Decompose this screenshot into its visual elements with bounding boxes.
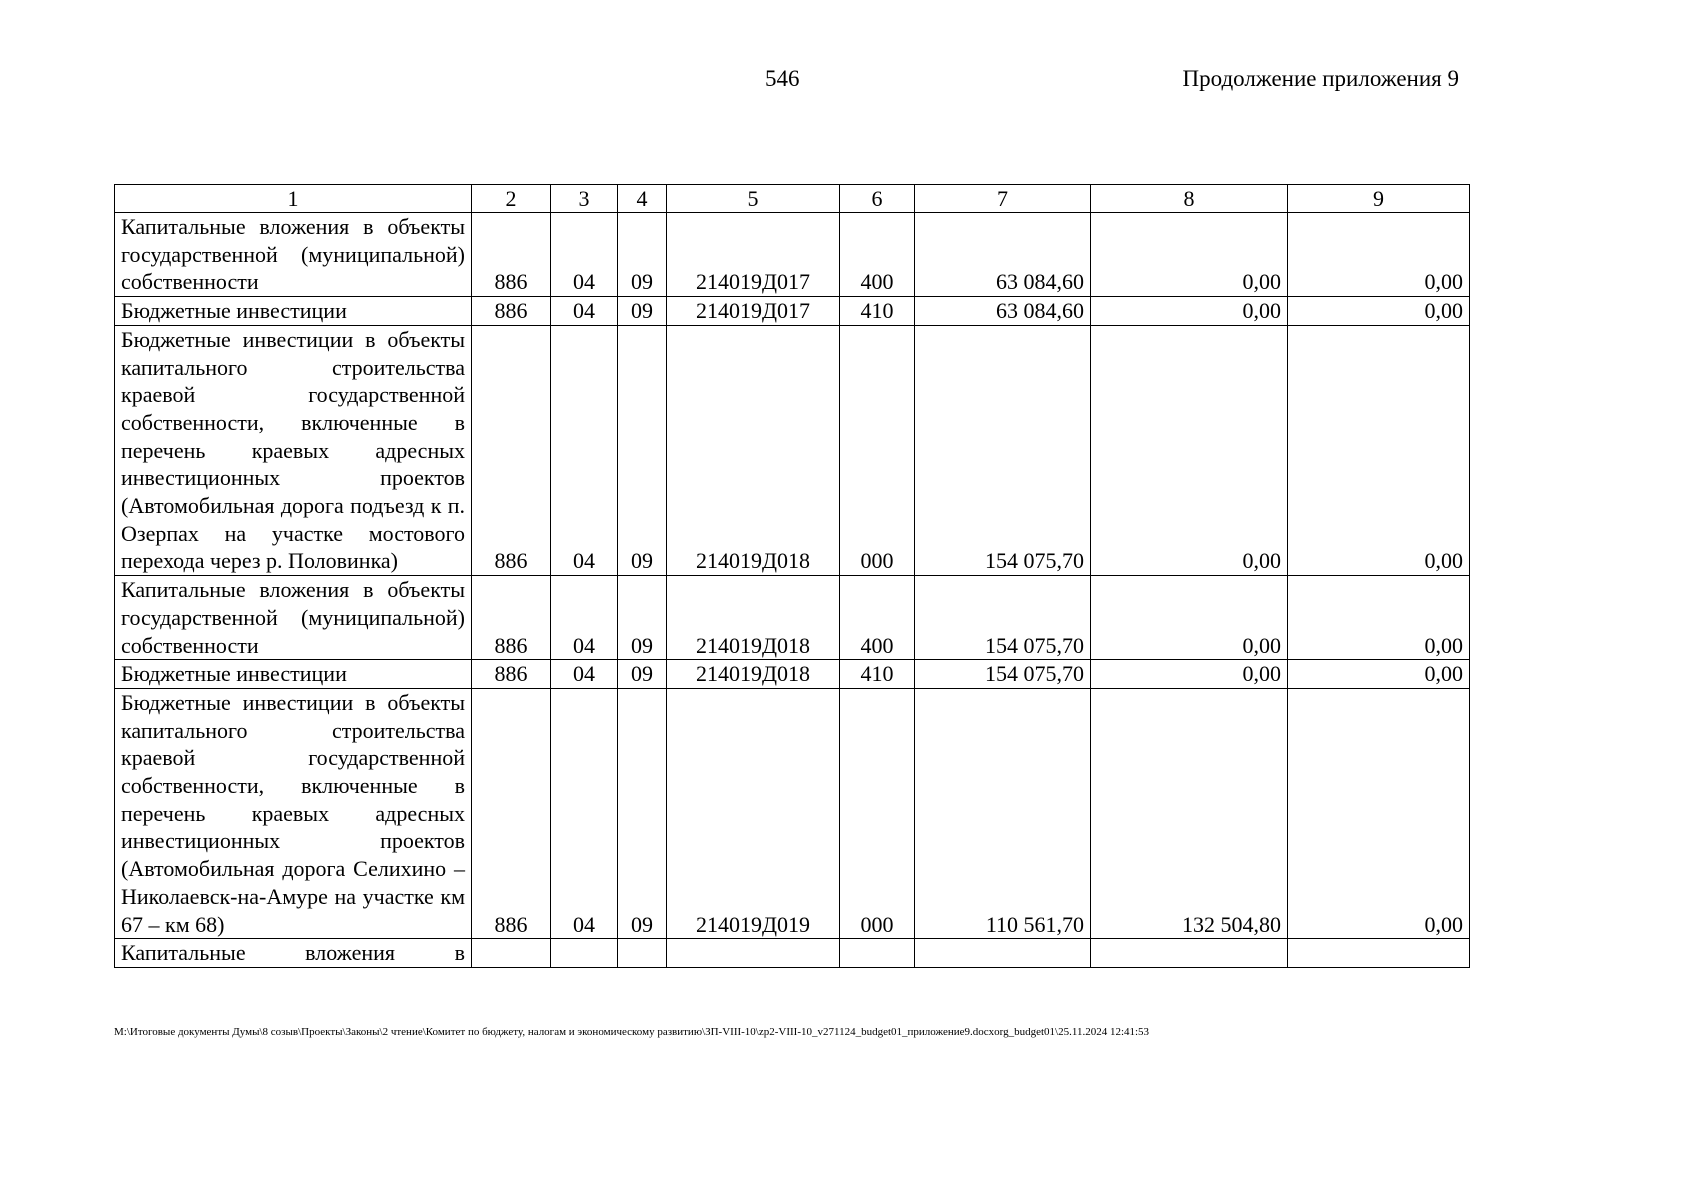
column-header: 3 (551, 185, 618, 213)
amount-cell: 0,00 (1091, 297, 1288, 326)
ministry-code-cell (472, 939, 551, 968)
table-row (115, 325, 1470, 575)
amount-cell: 0,00 (1288, 213, 1470, 297)
row-name-cell: Бюджетные инвестиции в объекты капитального строительства краевой государственной собственности, включенные в перечень краевых адресных инвестиционных проектов (Автомобильная дорога Селихино – Николаевск-на-Амуре на участке км 67 – км 68) (115, 688, 472, 938)
document-file-path: M:\Итоговые документы Думы\8 созыв\Проекты\Законы\2 чтение\Комитет по бюджету, налогам и экономическому развитию\ЗП-VIII-10\zp2-VIII-10_v271124_budget01_приложение9.docxorg_budget01\25.11.2024 12:41:53 (114, 1026, 1150, 1038)
table-header (115, 185, 1470, 213)
subsection-code-cell: 09 (618, 213, 667, 297)
amount-cell: 0,00 (1091, 576, 1288, 660)
header-row (115, 185, 1470, 213)
target-article-cell: 214019Д018 (667, 576, 840, 660)
row-name-cell: Бюджетные инвестиции (115, 660, 472, 689)
row-name-cell: Капитальные вложения в (115, 939, 472, 968)
amount-cell: 0,00 (1288, 297, 1470, 326)
subsection-code-cell: 09 (618, 576, 667, 660)
column-header: 4 (618, 185, 667, 213)
amount-cell: 0,00 (1091, 660, 1288, 689)
row-name-cell: Капитальные вложения в объекты государственной (муниципальной) собственности (115, 213, 472, 297)
table-body (115, 213, 1470, 968)
amount-cell: 0,00 (1288, 576, 1470, 660)
expense-type-cell (840, 939, 915, 968)
ministry-code-cell: 886 (472, 576, 551, 660)
ministry-code-cell: 886 (472, 660, 551, 689)
amount-cell: 154 075,70 (915, 660, 1091, 689)
table-row (115, 576, 1470, 660)
appendix-continuation-title: Продолжение приложения 9 (1182, 66, 1459, 91)
column-header: 7 (915, 185, 1091, 213)
subsection-code-cell: 09 (618, 660, 667, 689)
column-header: 5 (667, 185, 840, 213)
amount-cell: 0,00 (1091, 325, 1288, 575)
table-row (115, 660, 1470, 689)
row-name-cell: Капитальные вложения в объекты государственной (муниципальной) собственности (115, 576, 472, 660)
row-name-cell: Бюджетные инвестиции в объекты капитального строительства краевой государственной собственности, включенные в перечень краевых адресных инвестиционных проектов (Автомобильная дорога подъезд к п. Озерпах на участке мостового перехода через р. Половинка) (115, 325, 472, 575)
section-code-cell: 04 (551, 660, 618, 689)
amount-cell: 0,00 (1288, 325, 1470, 575)
ministry-code-cell: 886 (472, 688, 551, 938)
expense-type-cell: 410 (840, 660, 915, 689)
target-article-cell: 214019Д017 (667, 297, 840, 326)
ministry-code-cell: 886 (472, 213, 551, 297)
target-article-cell: 214019Д018 (667, 325, 840, 575)
amount-cell (915, 939, 1091, 968)
subsection-code-cell: 09 (618, 325, 667, 575)
target-article-cell: 214019Д019 (667, 688, 840, 938)
section-code-cell: 04 (551, 688, 618, 938)
column-header: 6 (840, 185, 915, 213)
table-row (115, 297, 1470, 326)
section-code-cell: 04 (551, 297, 618, 326)
budget-table (114, 184, 1470, 968)
column-header: 8 (1091, 185, 1288, 213)
subsection-code-cell: 09 (618, 297, 667, 326)
column-header: 9 (1288, 185, 1470, 213)
table-row (115, 688, 1470, 938)
section-code-cell: 04 (551, 325, 618, 575)
expense-type-cell: 410 (840, 297, 915, 326)
amount-cell: 0,00 (1091, 213, 1288, 297)
ministry-code-cell: 886 (472, 325, 551, 575)
table-row (115, 939, 1470, 968)
expense-type-cell: 400 (840, 576, 915, 660)
amount-cell: 0,00 (1288, 660, 1470, 689)
target-article-cell: 214019Д018 (667, 660, 840, 689)
section-code-cell: 04 (551, 576, 618, 660)
table-row (115, 213, 1470, 297)
amount-cell: 154 075,70 (915, 576, 1091, 660)
column-header: 2 (472, 185, 551, 213)
subsection-code-cell (618, 939, 667, 968)
expense-type-cell: 000 (840, 688, 915, 938)
ministry-code-cell: 886 (472, 297, 551, 326)
expense-type-cell: 400 (840, 213, 915, 297)
section-code-cell (551, 939, 618, 968)
amount-cell: 154 075,70 (915, 325, 1091, 575)
page-number: 546 (765, 66, 800, 91)
column-header: 1 (115, 185, 472, 213)
amount-cell: 110 561,70 (915, 688, 1091, 938)
expense-type-cell: 000 (840, 325, 915, 575)
amount-cell: 0,00 (1288, 688, 1470, 938)
amount-cell: 63 084,60 (915, 297, 1091, 326)
amount-cell (1288, 939, 1470, 968)
target-article-cell (667, 939, 840, 968)
subsection-code-cell: 09 (618, 688, 667, 938)
amount-cell (1091, 939, 1288, 968)
section-code-cell: 04 (551, 213, 618, 297)
target-article-cell: 214019Д017 (667, 213, 840, 297)
amount-cell: 132 504,80 (1091, 688, 1288, 938)
row-name-cell: Бюджетные инвестиции (115, 297, 472, 326)
amount-cell: 63 084,60 (915, 213, 1091, 297)
